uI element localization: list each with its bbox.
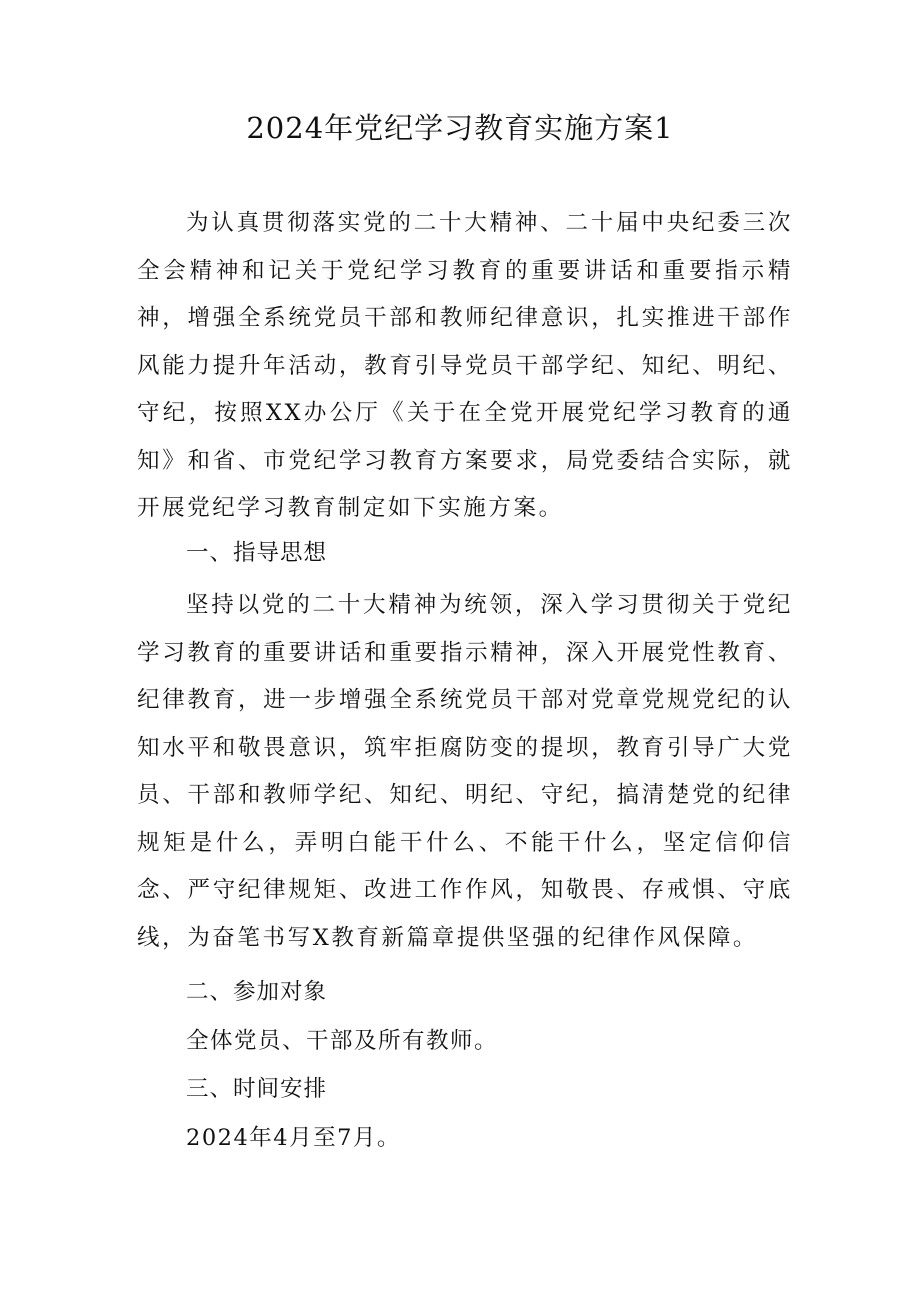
section-heading-participants: 二、参加对象 xyxy=(186,979,328,1005)
section-heading-guiding-ideology: 一、指导思想 xyxy=(186,540,328,566)
section-body-schedule: 2024年4月至7月。 xyxy=(186,1125,401,1151)
document-title: 2024年党纪学习教育实施方案1 xyxy=(246,111,674,145)
section-body-guiding-ideology: 坚持以党的二十大精神为统领，深入学习贯彻关于党纪学习教育的重要讲话和重要指示精神，深入开展党性教育、纪律教育，进一步增强全系统党员干部对党章党规党纪的认知水平和敬畏意识，筑牢拒腐防变的提坝，教育引导广大党员、干部和教师学纪、知纪、明纪、守纪，搞清楚党的纪律规矩是什么，弄明白能干什么、不能干什么，坚定信仰信念、严守纪律规矩、改进工作作风，知敬畏、存戒惧、守底线，为奋笔书写X教育新篇章提供坚强的纪律作风保障。 xyxy=(137,592,793,951)
intro-paragraph: 为认真贯彻落实党的二十大精神、二十届中央纪委三次全会精神和记关于党纪学习教育的重要讲话和重要指示精神，增强全系统党员干部和教师纪律意识，扎实推进干部作风能力提升年活动，教育引导党员干部学纪、知纪、明纪、守纪，按照XX办公厅《关于在全党开展党纪学习教育的通知》和省、市党纪学习教育方案要求，局党委结合实际，就开展党纪学习教育制定如下实施方案。 xyxy=(137,210,793,521)
section-heading-schedule: 三、时间安排 xyxy=(186,1076,328,1102)
section-body-participants: 全体党员、干部及所有教师。 xyxy=(186,1028,499,1054)
